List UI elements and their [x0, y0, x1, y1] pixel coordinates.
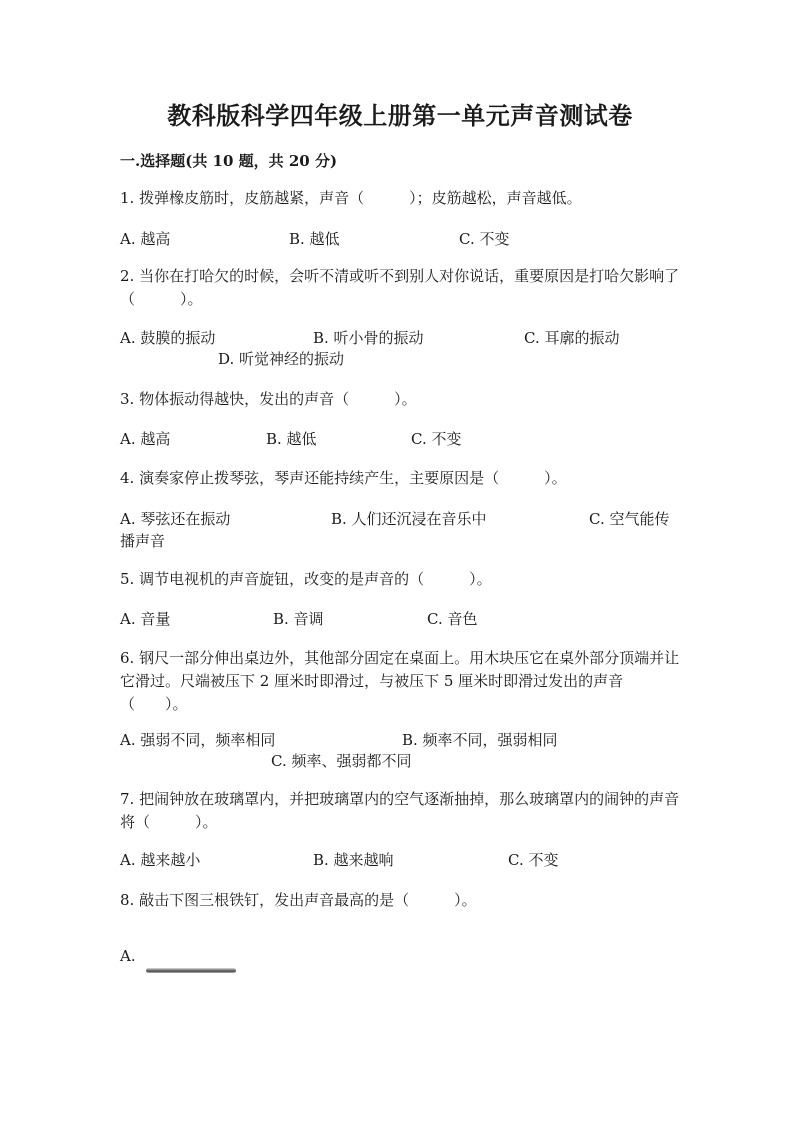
iron-nail-image: [146, 968, 236, 973]
page-title: 教科版科学四年级上册第一单元声音测试卷: [167, 101, 633, 130]
question-7-option-c: C. 不变: [508, 851, 559, 869]
question-5-option-c: C. 音色: [427, 610, 478, 628]
question-5-option-b: B. 音调: [273, 610, 324, 628]
question-4-option-c: C. 空气能传播声音: [120, 510, 670, 550]
question-7-option-a: A. 越来越小: [120, 851, 201, 869]
question-3-option-c: C. 不变: [411, 430, 462, 448]
question-6-option-c: C. 频率、强弱都不同: [271, 752, 412, 770]
question-2-option-c: C. 耳廓的振动: [524, 329, 620, 347]
question-8-option-a: A.: [120, 947, 136, 965]
question-4-stem: 4. 演奏家停止拨琴弦，琴声还能持续产生，主要原因是（ ）。: [120, 469, 567, 487]
question-1-stem: 1. 拨弹橡皮筋时，皮筋越紧，声音（ ）；皮筋越松，声音越低。: [120, 189, 582, 207]
question-3-stem: 3. 物体振动得越快，发出的声音（ ）。: [120, 390, 417, 408]
question-7-stem: 7. 把闹钟放在玻璃罩内，并把玻璃罩内的空气逐渐抽掉，那么玻璃罩内的闹钟的声音将（ ）。: [120, 790, 680, 831]
question-3-option-a: A. 越高: [120, 430, 171, 448]
question-6-stem: 6. 钢尺一部分伸出桌边外，其他部分固定在桌面上。用木块压它在桌外部分顶端并让它滑过。尺端被压下 2 厘米时即滑过，与被压下 5 厘米时即滑过发出的声音（ ）。: [120, 649, 680, 713]
question-6-option-a: A. 强弱不同，频率相同: [120, 731, 276, 749]
question-2-option-b: B. 听小骨的振动: [313, 329, 424, 347]
question-7-option-b: B. 越来越响: [313, 851, 394, 869]
question-1-option-b: B. 越低: [289, 230, 340, 248]
question-2-option-a: A. 鼓膜的振动: [120, 329, 216, 347]
question-8-stem: 8. 敲击下图三根铁钉，发出声音最高的是（ ）。: [120, 891, 477, 909]
question-5-option-a: A. 音量: [120, 610, 171, 628]
section-header: 一.选择题(共 10 题，共 20 分): [120, 152, 338, 170]
question-4-option-a: A. 琴弦还在振动: [120, 510, 231, 528]
question-2-stem: 2. 当你在打哈欠的时候，会听不清或听不到别人对你说话，重要原因是打哈欠影响了（ ）。: [120, 267, 680, 308]
question-1-option-a: A. 越高: [120, 230, 171, 248]
question-1-option-c: C. 不变: [459, 230, 510, 248]
question-6-option-b: B. 频率不同，强弱相同: [402, 731, 558, 749]
question-2-option-d: D. 听觉神经的振动: [218, 350, 345, 368]
question-3-option-b: B. 越低: [266, 430, 317, 448]
question-4-option-b: B. 人们还沉浸在音乐中: [331, 510, 487, 528]
question-5-stem: 5. 调节电视机的声音旋钮，改变的是声音的（ ）。: [120, 570, 492, 588]
